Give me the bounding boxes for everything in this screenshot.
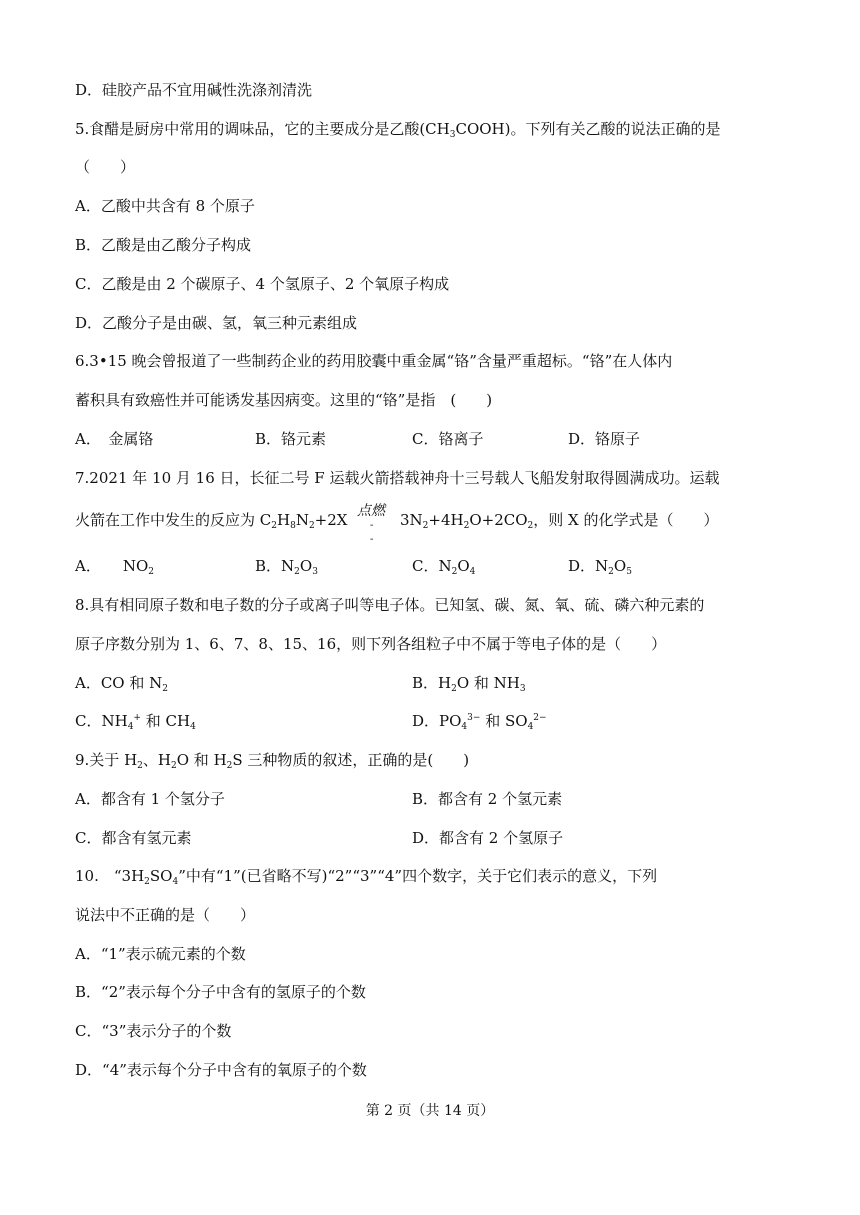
q6-option-a: A． 金属铬: [75, 430, 154, 448]
q10-stem-line2: 说法中不正确的是（ ）: [75, 906, 256, 924]
page-footer: 第 2 页（共 14 页）: [365, 1103, 495, 1119]
q7-equals-mark-top: -: [370, 520, 374, 531]
q7-reaction-products: $3N_2+4H_2O+2CO_2$，则 X 的化学式是（ ）: [400, 511, 719, 531]
q9-option-c: C．都含有氢元素: [75, 829, 192, 847]
q9-option-b: B．都含有 2 个氢元素: [412, 790, 563, 808]
q8-option-b: B．$H_2O$ 和 $NH_3$: [412, 674, 526, 694]
q10-option-d-text: D．“4”表示每个分子中含有的氧原子的个数: [75, 1061, 367, 1079]
q7-stem-line1: 7.2021 年 10 月 16 日，长征二号 F 运载火箭搭载神舟十三号载人飞船发射取得圆满成功。运载: [75, 469, 720, 487]
q9-option-d: D．都含有 2 个氢原子: [412, 829, 564, 847]
q6-option-b: B．铬元素: [255, 430, 327, 448]
q7-reaction-condition: 点燃: [357, 503, 385, 519]
q10-option-a: A．“1”表示硫元素的个数: [75, 945, 246, 963]
q6-stem-line2: 蓄积具有致癌性并可能诱发基因病变。这里的“铬”是指 ( ): [75, 391, 493, 409]
q7-option-b: B．$N_2O_3$: [255, 557, 318, 577]
q9-stem: 9.关于 $H_2$、$H_2O$ 和 $H_2S$ 三种物质的叙述，正确的是( ): [75, 751, 470, 771]
q7-option-d: D．$N_2O_5$: [568, 557, 632, 577]
q8-stem-line2: 原子序数分别为 1、6、7、8、15、16，则下列各组粒子中不属于等电子体的是（ ）: [75, 635, 667, 653]
q5-option-d: D．乙酸分子是由碳、氢，氧三种元素组成: [75, 314, 358, 332]
q6-stem-line1: 6.3•15 晚会曾报道了一些制药企业的药用胶囊中重金属“铬”含量严重超标。“铬”在人体内: [75, 352, 673, 370]
q8-stem-line1: 8.具有相同原子数和电子数的分子或离子叫等电子体。已知氢、碳、氮、氧、硫、磷六种元素的: [75, 596, 705, 614]
q5-answer-blank: （ ）: [75, 158, 136, 176]
q8-option-a: A．CO 和 $N_2$: [75, 674, 169, 694]
q6-option-c: C．铬离子: [412, 430, 484, 448]
q10-option-b: B．“2”表示每个分子中含有的氢原子的个数: [75, 983, 366, 1001]
q6-option-d: D．铬原子: [568, 430, 641, 448]
q9-option-a: A．都含有 1 个氢分子: [75, 790, 225, 808]
q10-option-c: C．“3”表示分子的个数: [75, 1022, 232, 1040]
q5-option-a: A．乙酸中共含有 8 个原子: [75, 197, 255, 215]
q7-reaction-line: 火箭在工作中发生的反应为 $C_2H_8N_2+2X$: [75, 511, 348, 531]
q4-option-d: D．硅胶产品不宜用碱性洗涤剂清洗: [75, 81, 313, 99]
q8-option-c: C．$NH_4^+$ 和 $CH_4$: [75, 712, 196, 732]
q10-stem-line1: 10. “$3H_2SO_4$”中有“1”(已省略不写)“2”“3”“4”四个数字，关于它们表示的意义，下列: [75, 867, 658, 887]
q5-option-b: B．乙酸是由乙酸分子构成: [75, 236, 252, 254]
q8-option-d: D．$PO_4^{3-}$ 和 $SO_4^{2-}$: [412, 712, 547, 732]
q7-option-c: C．$N_2O_4$: [412, 557, 476, 577]
q5-option-c: C．乙酸是由 2 个碳原子、4 个氢原子、2 个氧原子构成: [75, 275, 450, 293]
q5-stem: 5.食醋是厨房中常用的调味品，它的主要成分是乙酸$(CH_3COOH)$。下列有关乙酸的说法正确的是: [75, 120, 721, 140]
q7-option-a: A． $NO_2$: [75, 557, 155, 577]
q7-equals-mark-bottom: -: [370, 534, 374, 545]
